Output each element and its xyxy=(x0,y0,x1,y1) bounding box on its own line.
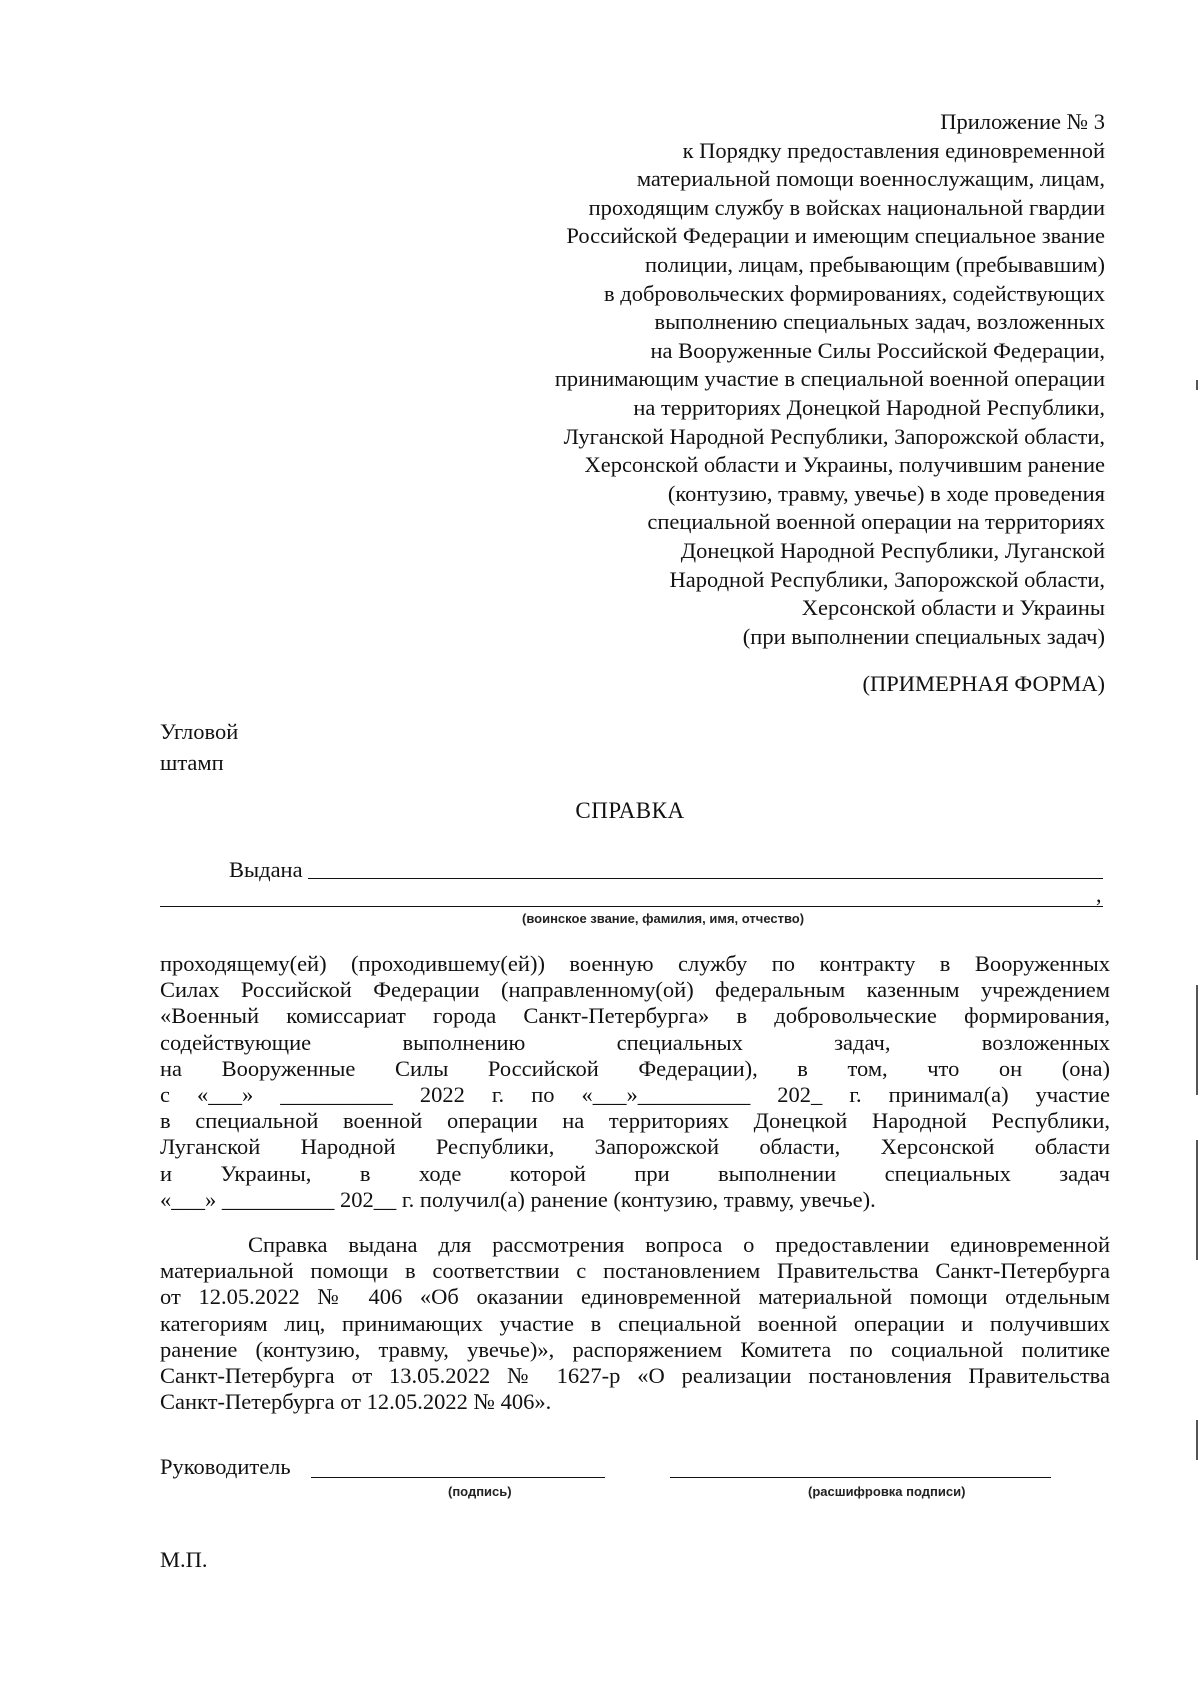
scan-artifact xyxy=(1196,380,1198,390)
appendix-line: специальной военной операции на территориях xyxy=(647,509,1105,535)
appendix-line: Приложение № 3 xyxy=(940,109,1105,134)
body-line: Справка выдана для рассмотрения вопроса о предоставлении единовременной xyxy=(248,1232,1110,1257)
appendix-line: в добровольческих формированиях, содействующих xyxy=(604,280,1105,306)
body-paragraph-1 xyxy=(160,951,1110,1213)
issued-comma: , xyxy=(1096,882,1102,907)
body-line: и Украины, в ходе которой при выполнении специальных задач xyxy=(160,1160,1110,1186)
appendix-line: Херсонской области и Украины, получившим ранение xyxy=(584,452,1105,478)
body-line: материальной помощи в соответствии с постановлением Правительства Санкт-Петербурга xyxy=(160,1258,1110,1284)
appendix-line: на территориях Донецкой Народной Республики, xyxy=(633,394,1105,420)
body-line: Санкт-Петербурга от 12.05.2022 № 406». xyxy=(160,1389,552,1415)
document-title: СПРАВКА xyxy=(575,798,685,823)
signature-caption: (подпись) xyxy=(448,1484,512,1499)
body-line: Луганской Народной Республики, Запорожской области, Херсонской области xyxy=(160,1134,1110,1160)
body-line: «Военный комиссариат города Санкт-Петербурга» в добровольческие формирования, xyxy=(160,1003,1110,1029)
issued-label: Выдана xyxy=(229,857,303,882)
body-line: в специальной военной операции на территориях Донецкой Народной Республики, xyxy=(160,1108,1110,1134)
appendix-line: проходящим службу в войсках национальной гвардии xyxy=(588,194,1105,220)
signature-line xyxy=(311,1477,605,1478)
body-line: на Вооруженные Силы Российской Федерации), в том, что он (она) xyxy=(160,1055,1110,1081)
scan-artifact xyxy=(1196,985,1198,1095)
scan-artifact xyxy=(1196,1140,1198,1260)
body-line: Силах Российской Федерации (направленному(ой) федеральным казенным учреждением xyxy=(160,977,1110,1003)
corner-stamp-label xyxy=(160,716,238,778)
appendix-line: полиции, лицам, пребывающим (пребывавшим) xyxy=(645,251,1105,277)
stamp-line-2: штамп xyxy=(160,750,224,775)
issued-to-fill-line-2 xyxy=(160,906,1103,907)
signature-decode-caption: (расшифровка подписи) xyxy=(808,1484,966,1499)
body-line: от 12.05.2022 № 406 «Об оказании единовременной материальной помощи отдельным xyxy=(160,1284,1110,1310)
appendix-line: на Вооруженные Силы Российской Федерации, xyxy=(650,337,1105,363)
appendix-line: (контузию, травму, увечье) в ходе проведения xyxy=(667,480,1105,506)
appendix-line: (при выполнении специальных задач) xyxy=(742,623,1105,649)
sample-form-mark: (ПРИМЕРНАЯ ФОРМА) xyxy=(862,671,1105,696)
appendix-line: Донецкой Народной Республики, Луганской xyxy=(680,537,1105,563)
body-line: категориям лиц, принимающих участие в специальной военной операции и получивших xyxy=(160,1310,1110,1336)
appendix-line: Херсонской области и Украины xyxy=(801,595,1105,621)
signature-decode-line xyxy=(670,1477,1051,1478)
body-line: содействующие выполнению специальных задач, возложенных xyxy=(160,1029,1110,1055)
scan-artifact xyxy=(1196,1420,1198,1460)
body-line: с «___» __________ 2022 г. по «___»__________ 202_ г. принимал(а) участие xyxy=(160,1082,1110,1108)
appendix-line: материальной помощи военнослужащим, лицам, xyxy=(636,166,1105,192)
appendix-line: Луганской Народной Республики, Запорожской области, xyxy=(563,423,1105,449)
body-line: «___» __________ 202__ г. получил(а) ранение (контузию, травму, увечье). xyxy=(160,1186,876,1212)
body-line: Санкт-Петербурга от 13.05.2022 № 1627-р «О реализации постановления Правительства xyxy=(160,1363,1110,1389)
appendix-line: выполнению специальных задач, возложенных xyxy=(654,309,1105,335)
rank-name-caption: (воинское звание, фамилия, имя, отчество) xyxy=(522,911,805,926)
appendix-line: Российской Федерации и имеющим специальное звание xyxy=(566,223,1105,249)
seal-place-mark: М.П. xyxy=(160,1547,208,1572)
appendix-line: к Порядку предоставления единовременной xyxy=(682,137,1105,163)
appendix-line: принимающим участие в специальной военной операции xyxy=(554,366,1105,392)
body-line: ранение (контузию, травму, увечье)», распоряжением Комитета по социальной политике xyxy=(160,1336,1110,1362)
appendix-line: Народной Республики, Запорожской области, xyxy=(669,566,1105,592)
issued-to-fill-line xyxy=(308,878,1103,879)
head-signature-label: Руководитель xyxy=(160,1454,291,1479)
body-line: проходящему(ей) (проходившему(ей)) военную службу по контракту в Вооруженных xyxy=(160,951,1110,976)
body-paragraph-2 xyxy=(160,1232,1110,1415)
stamp-line-1: Угловой xyxy=(160,719,239,744)
appendix-header xyxy=(465,108,1105,651)
